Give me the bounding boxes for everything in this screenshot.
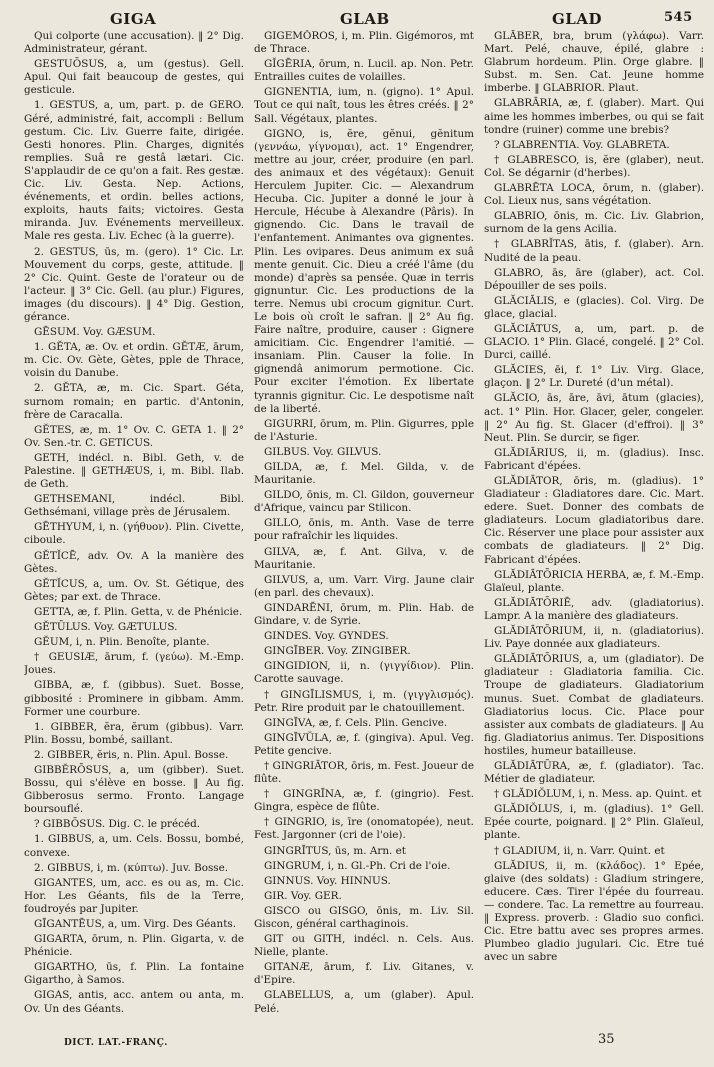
column-2 (254, 30, 474, 1030)
dictionary-entry: GIGANTES, um, acc. es ou as, m. Cic. Hor. Les Géants, fils de la Terre, foudroyés par Jupiter. (24, 876, 244, 915)
dictionary-entry: GINDES. Voy. GYNDES. (264, 630, 389, 643)
dictionary-entry: GĔTĬCUS, a, um. Ov. St. Gétique, des Gètes; par ext. de Thrace. (24, 577, 244, 603)
dictionary-entry: GILDA, æ, f. Mel. Gilda, v. de Mauritanie. (254, 461, 474, 487)
dictionary-entry: GĒTHYUM, i, n. (γήθυον). Plin. Civette, ciboule. (24, 521, 244, 547)
dictionary-entry: GLĂDIĀRIUS, ii, m. (gladius). Insc. Fabricant d'épées. (484, 446, 704, 472)
dictionary-entry: 2. GĔTA, æ, m. Cic. Spart. Géta, surnom romain; en partic. d'Antonin, frère de Caracalla. (24, 382, 244, 421)
dictionary-entry: † GEUSIÆ, ārum, f. (γεύω). M.-Emp. Joues. (24, 651, 244, 677)
dictionary-entry: GINGRĪTUS, ūs, m. Arn. et (264, 844, 406, 857)
columns (24, 30, 704, 1030)
dictionary-entry: GITANÆ, ārum, f. Liv. Gitanes, v. d'Epire. (254, 961, 474, 987)
dictionary-entry: Qui colporte (une accusation). ‖ 2° Dig. Administrateur, gérant. (24, 30, 244, 56)
dictionary-entry: GINGIDION, ii, n. (γιγγίδιον). Plin. Carotte sauvage. (254, 660, 474, 686)
dictionary-entry: ? GLABRENTIA. Voy. GLABRETA. (494, 138, 670, 151)
dictionary-entry: 1. GESTUS, a, um, part. p. de GERO. Géré, administré, fait, accompli : Bellum gestum. Cic. Liv. Guerre faite, dirigée. Gesti honores. Plin. Charges, dignités remplies. Suâ re gestâ lætari. Cic. S'applaudir de ce qu'on a fait. Res gestæ. Cic. Liv. Gesta. Nep. Actions, événements, et ordin. belles actions, exploits, hauts faits; victoires. Gesta miranda. Juv. Evénements merveilleux. Male res gesta. Liv. Echec (à la guerre). (24, 99, 244, 243)
dictionary-entry: GĒSUM. Voy. GÆSUM. (34, 326, 156, 339)
dictionary-entry: 1. GĔTA, æ. Ov. et ordin. GĔTÆ, ārum, m. Cic. Ov. Gète, Gètes, pple de Thrace, voisin du Danube. (24, 341, 244, 380)
dictionary-entry: GILDO, ōnis, m. Cl. Gildon, gouverneur d'Afrique, vaincu par Stilicon. (254, 489, 474, 515)
dictionary-entry: † GINGRIĀTOR, ōris, m. Fest. Joueur de flûte. (254, 759, 474, 786)
dictionary-entry: GIGARTHO, ūs, f. Plin. La fontaine Gigartho, à Samos. (24, 961, 244, 987)
dictionary-entry: GIBBĔRŌSUS, a, um (gibber). Suet. Bossu, qui s'élève en bosse. ‖ Au fig. Gibberosus sermo. Fronto. Langage boursouflé. (24, 763, 244, 816)
dictionary-entry: ? GIBBŌSUS. Dig. C. le précéd. (34, 818, 201, 831)
dictionary-entry: † GLABRESCO, is, ĕre (glaber), neut. Col. Se dégarnir (d'herbes). (484, 153, 704, 179)
header-left-word: GIGA (110, 10, 157, 28)
dictionary-entry: GILLO, ōnis, m. Anth. Vase de terre pour rafraîchir les liquides. (254, 517, 474, 543)
dictionary-entry: GLĂDIĀTŌRIUS, a, um (gladiator). De gladiateur : Gladiatoria familia. Cic. Troupe de gladiateurs. Gladiatorium munus. Suet. Combat de gladiateurs. Gladiatorius locus. Cic. Place pour assister aux combats de gladiateurs. ‖ Au fig. Gladiatorius animus. Ter. Dispositions hostiles, humeur batailleuse. (484, 653, 704, 757)
dictionary-entry: GIR. Voy. GER. (264, 889, 342, 902)
dictionary-entry: GIGURRI, ōrum, m. Plin. Gigurres, pple de l'Asturie. (254, 417, 474, 443)
dictionary-entry: GINGĪVŬLA, æ, f. (gingiva). Apul. Veg. Petite gencive. (254, 731, 474, 757)
dictionary-entry: 2. GIBBUS, i, m. (κύπτω). Juv. Bosse. (34, 861, 229, 874)
dictionary-entry: GLĂCIES, ēi, f. 1° Liv. Virg. Glace, glaçon. ‖ 2° Lr. Dureté (d'un métal). (484, 364, 704, 390)
dictionary-entry: † GLADIUM, ii, n. Varr. Quint. et (494, 844, 665, 857)
dictionary-entry: † GLĂDIŎLUM, i, n. Mess. ap. Quint. et (494, 788, 702, 801)
page-footer (24, 1030, 704, 1060)
column-3 (484, 30, 704, 1030)
dictionary-entry: GETHSEMANI, indécl. Bibl. Gethsémani, village près de Jérusalem. (24, 493, 244, 519)
dictionary-entry: GIGNENTIA, ium, n. (gigno). 1° Apul. Tout ce qui naît, tous les êtres créés. ‖ 2° Sall. Végétaux, plantes. (254, 86, 474, 125)
dictionary-entry: GIGAS, antis, acc. antem ou anta, m. Ov. Un des Géants. (24, 989, 244, 1015)
dictionary-entry: † GLABRĬTAS, ātis, f. (glaber). Arn. Nudité de la peau. (484, 238, 704, 264)
dictionary-entry: GLĂCIĀLIS, e (glacies). Col. Virg. De glace, glacial. (484, 294, 704, 320)
dictionary-entry: GLĂCIO, ās, āre, āvi, ātum (glacies), act. 1° Plin. Hor. Glacer, geler, congeler. ‖ 2° Au fig. St. Glacer (d'effroi). ‖ 3° Neut. Plin. Se durcir, se figer. (484, 392, 704, 444)
dictionary-entry: GINDARĒNI, ōrum, m. Plin. Hab. de Gindare, v. de Syrie. (254, 601, 474, 628)
dictionary-entry: GISCO ou GISGO, ōnis, m. Liv. Sil. Giscon, général carthaginois. (254, 904, 474, 930)
dictionary-entry: GIT ou GITH, indécl. n. Cels. Aus. Nielle, plante. (254, 933, 474, 959)
dictionary-entry: GILBUS. Voy. GILVUS. (264, 445, 382, 458)
dictionary-entry: GESTUŌSUS, a, um (gestus). Gell. Apul. Qui fait beaucoup de gestes, qui gesticule. (24, 58, 244, 97)
dictionary-entry: GLĂBER, bra, brum (γλάφω). Varr. Mart. Pelé, chauve, épilé, glabre : Glabrum hordeum. Plin. Orge glabre. ‖ Subst. m. Sen. Cat. Jeune homme imberbe. ‖ GLABRIOR. Plaut. (484, 30, 704, 95)
dictionary-entry: GIGEMŎROS, i, m. Plin. Gigémoros, mt de Thrace. (254, 30, 474, 56)
dictionary-entry: GĔTŪLUS. Voy. GÆTULUS. (34, 621, 178, 634)
column-1 (24, 30, 244, 1030)
dictionary-entry: GIGNO, is, ĕre, gĕnui, gĕnitum (γεννάω, γίγνομαι), act. 1° Engendrer, mettre au jour, créer, produire (en parl. des animaux et des végétaux): Genuit Herculem Jupiter. Cic. — Alexandrum Hecuba. Cic. Jupiter a donné le jour à Hercule, Hécube à Alexandre (Pâris). In gignendo. Cic. Dans le travail de l'enfantement. Animantes ova gignentes. Plin. Les ovipares. Deus animum ex suâ mente genuit. Cic. Dieu a créé l'âme (du monde) d'après sa pensée. Quæ in terris gignuntur. Cic. Les productions de la terre. Nemus ubi crocum gignitur. Curt. Le bois où croît le safran. ‖ 2° Au fig. Faire naître, produire, causer : Gignere amicitiam. Cic. Engendrer l'amitié. — insaniam. Plin. Causer la folie. In gignendâ animorum permotione. Cic. Pour exciter l'émotion. Ex libertate tyrannis gignitur. Cic. Le despotisme naît de la liberté. (254, 127, 474, 415)
dictionary-entry: GINGRUM, i, n. Gl.-Ph. Cri de l'oie. (264, 859, 451, 872)
page-number: 545 (664, 10, 693, 25)
signature-mark: DICT. LAT.-FRANÇ. (64, 1038, 168, 1048)
dictionary-entry: GĪGANTĒUS, a, um. Virg. Des Géants. (34, 918, 237, 930)
dictionary-entry: GLĂDIĀTŌRICIA HERBA, æ, f. M.-Emp. Glaïeul, plante. (484, 568, 704, 594)
sheet-number: 35 (598, 1032, 615, 1047)
dictionary-entry: GLĂDIĀTŌRIĒ, adv. (gladiatorius). Lampr. A la manière des gladiateurs. (484, 596, 704, 622)
dictionary-entry: † GINGĪLISMUS, i, m. (γιγγλισμός). Petr. Rire produit par le chatouillement. (254, 688, 474, 714)
dictionary-entry: GINGĪVA, æ, f. Cels. Plin. Gencive. (264, 716, 448, 729)
dictionary-entry: GĔUM, i, n. Plin. Benoîte, plante. (34, 636, 210, 649)
dictionary-entry: GLABRĒTA LOCA, ōrum, n. (glaber). Col. Lieux nus, sans végétation. (484, 182, 704, 208)
dictionary-entry: GĬGĒRIA, ōrum, n. Lucil. ap. Non. Petr. Entrailles cuites de volailles. (254, 58, 474, 84)
dictionary-entry: GIBBA, æ, f. (gibbus). Suet. Bosse, gibbosité : Prominere in gibbam. Amm. Former une courbure. (24, 679, 244, 718)
dictionary-entry: GLABRO, ās, āre (glaber), act. Col. Dépouiller de ses poils. (484, 266, 704, 292)
page-header (24, 6, 704, 30)
dictionary-entry: GĔTES, æ, m. 1° Ov. C. GETA 1. ‖ 2° Ov. Sen.-tr. C. GETICUS. (24, 423, 244, 449)
dictionary-entry: GINGĪBER. Voy. ZINGIBER. (264, 645, 411, 658)
dictionary-entry: GLĂDIĀTŌRIUM, ii, n. (gladiatorius). Liv. Paye donnée aux gladiateurs. (484, 625, 704, 651)
header-right-word: GLAD (552, 10, 603, 28)
dictionary-entry: GLĂCIĀTUS, a, um, part. p. de GLACIO. 1° Plin. Glacé, congelé. ‖ 2° Col. Durci, caillé. (484, 322, 704, 362)
dictionary-entry: † GINGRIO, is, īre (onomatopée), neut. Fest. Jargonner (cri de l'oie). (254, 816, 474, 842)
dictionary-entry: GLĂDIŎLUS, i, m. (gladius). 1° Gell. Epée courte, poignard. ‖ 2° Plin. Glaïeul, plante. (484, 803, 704, 842)
dictionary-entry: GLABRIO, ōnis, m. Cic. Liv. Glabrion, surnom de la gens Acilia. (484, 210, 704, 236)
dictionary-entry: GILVA, æ, f. Ant. Gilva, v. de Mauritanie. (254, 545, 474, 571)
dictionary-entry: † GINGRĪNA, æ, f. (gingrio). Fest. Gingra, espèce de flûte. (254, 788, 474, 814)
dictionary-entry: GLĂDIĀTŪRA, æ, f. (gladiator). Tac. Métier de gladiateur. (484, 759, 704, 786)
dictionary-entry: GLABRĀRIA, æ, f. (glaber). Mart. Qui aime les hommes imberbes, ou qui se fait tondre (ruiner) comme une brebis? (484, 97, 704, 136)
dictionary-entry: GILVUS, a, um. Varr. Virg. Jaune clair (en parl. des chevaux). (254, 573, 474, 599)
dictionary-entry: GLABELLUS, a, um (glaber). Apul. Pelé. (254, 989, 474, 1015)
dictionary-entry: 2. GESTUS, ūs, m. (gero). 1° Cic. Lr. Mouvement du corps, geste, attitude. ‖ 2° Cic. Quint. Geste de l'orateur ou de l'acteur. ‖ 3° Cic. Gell. (au plur.) Figures, images (du discours). ‖ 4° Dig. Gestion, gérance. (24, 245, 244, 323)
header-center-word: GLAB (340, 10, 390, 28)
dictionary-entry: GLĂDIĀTOR, ōris, m. (gladius). 1° Gladiateur : Gladiatores dare. Cic. Mart. edere. Suet. Donner des combats de gladiateurs. Locum gladiatoribus dare. Cic. Réserver une place pour assister aux combats de gladiateurs. ‖ 2° Dig. Fabricant d'épées. (484, 475, 704, 566)
dictionary-entry: GLĂDIUS, ii, m. (κλάδος). 1° Epée, glaive (des soldats) : Gladium stringere, educere. Cæs. Tirer l'épée du fourreau. — condere. Tac. La remettre au fourreau. ‖ Express. proverb. : Gladio suo confici. Cic. Etre battu avec ses propres armes. Plumbeo gladio jugulari. Cic. Etre tué avec un sabre (484, 859, 704, 964)
dictionary-entry: GINNUS. Voy. HINNUS. (264, 874, 391, 887)
dictionary-entry: 2. GIBBER, ĕris, n. Plin. Apul. Bosse. (34, 748, 229, 761)
dictionary-entry: GIGARTA, ōrum, n. Plin. Gigarta, v. de Phénicie. (24, 933, 244, 959)
dictionary-entry: GETTA, æ, f. Plin. Getta, v. de Phénicie. (34, 605, 243, 618)
dictionary-entry: 1. GIBBUS, a, um. Cels. Bossu, bombé, convexe. (24, 833, 244, 859)
dictionary-entry: GETH, indécl. n. Bibl. Geth, v. de Palestine. ‖ GETHÆUS, i, m. Bibl. Ilab. de Geth. (24, 451, 244, 491)
dictionary-entry: 1. GIBBER, ĕra, ĕrum (gibbus). Varr. Plin. Bossu, bombé, saillant. (24, 720, 244, 746)
dictionary-entry: GĔTĬCĒ, adv. Ov. A la manière des Gètes. (24, 549, 244, 575)
